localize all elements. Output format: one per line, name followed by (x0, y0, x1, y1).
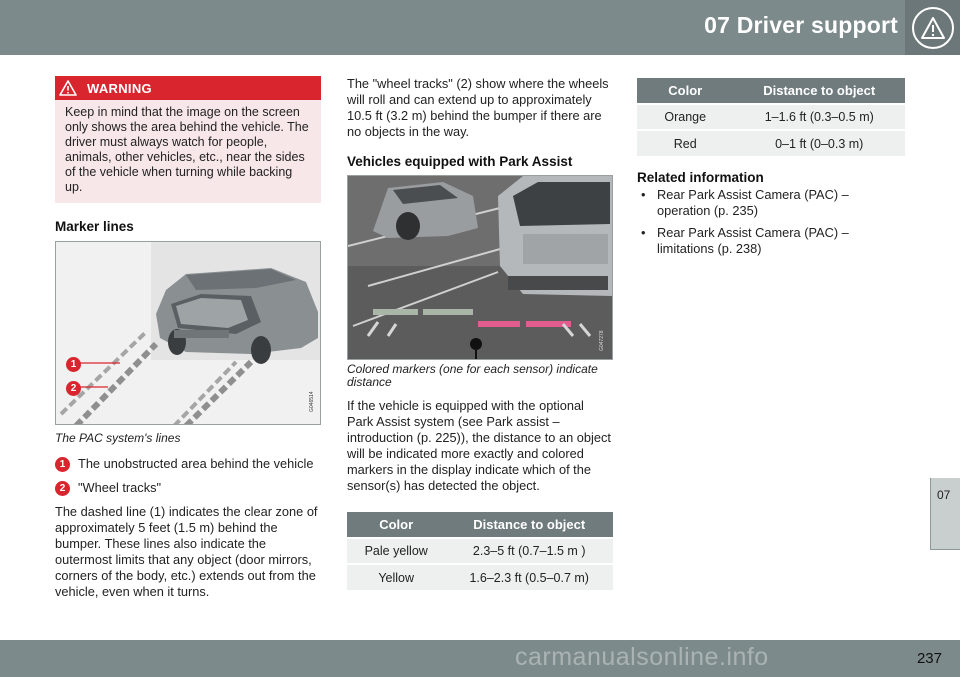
table-row (347, 564, 613, 590)
callout-number: 1 (55, 457, 70, 472)
table-header: Distance to object (733, 78, 905, 104)
table-cell: 1.6–2.3 ft (0.5–0.7 m) (445, 564, 613, 590)
park-assist-heading: Vehicles equipped with Park Assist (347, 154, 573, 169)
table-row (637, 104, 905, 130)
column-2 (347, 76, 613, 590)
park-assist-body: If the vehicle is equipped with the optional Park Assist system (see Park assist – introduction (p. 225)), the distance to an object will be indicated more exactly and colored markers in the display indicate which of the sensor(s) has detected the object. (347, 398, 611, 493)
figure-caption: The PAC system's lines (55, 431, 181, 445)
table-cell: 0–1 ft (0–0.3 m) (733, 130, 905, 156)
callout-number: 2 (55, 481, 70, 496)
figure-code: G047278 (599, 330, 605, 351)
chapter-tab (930, 478, 960, 550)
related-link[interactable] (637, 187, 905, 219)
pac-lines-illustration (56, 242, 321, 425)
distance-table-1 (347, 512, 613, 590)
bullet: • (641, 187, 646, 202)
watermark: carmanualsonline.info (515, 643, 769, 671)
warning-text: Keep in mind that the image on the screen only shows the area behind the vehicle. The driver must always watch for people, animals, other vehicles, etc., near the sides of the vehicle when turning while backing up. (55, 100, 321, 203)
table-header-row (637, 78, 905, 104)
table-cell: 1–1.6 ft (0.3–0.5 m) (733, 104, 905, 130)
wheel-tracks-text: The "wheel tracks" (2) show where the wheels will roll and can extend up to approximately 10.5 ft (3.2 m) behind the bumper if there are no objects in the way. (347, 76, 609, 139)
table-row (347, 538, 613, 564)
distance-table-2 (637, 78, 905, 156)
park-assist-figure (347, 175, 613, 360)
warning-label: WARNING (87, 80, 152, 96)
page-header (0, 0, 960, 55)
table-cell: 2.3–5 ft (0.7–1.5 m ) (445, 538, 613, 564)
table-cell: Orange (637, 104, 733, 130)
table-cell: Yellow (347, 564, 445, 590)
warning-header (55, 76, 321, 100)
related-info-heading: Related information (637, 170, 764, 185)
figure-code: G046514 (309, 391, 315, 412)
callout-item (55, 480, 321, 496)
table-header: Color (347, 512, 445, 538)
pac-lines-figure (55, 241, 321, 425)
column-1 (55, 76, 321, 600)
related-link-text[interactable]: Rear Park Assist Camera (PAC) – operation (p. 235) (657, 187, 849, 218)
table-row (637, 130, 905, 156)
callout-list (55, 456, 321, 496)
callout-text: The unobstructed area behind the vehicle (78, 456, 314, 471)
park-assist-illustration (348, 176, 613, 360)
page-number: 237 (916, 650, 942, 667)
header-icon-box (905, 0, 960, 55)
marker-lines-heading: Marker lines (55, 219, 134, 234)
table-cell: Red (637, 130, 733, 156)
table-header: Color (637, 78, 733, 104)
column-3 (637, 76, 905, 263)
figure-callout-1: 1 (66, 357, 81, 372)
warning-box (55, 76, 321, 203)
warning-icon (59, 80, 77, 96)
callout-text: "Wheel tracks" (78, 480, 162, 495)
callout-item (55, 456, 321, 472)
related-list (637, 187, 905, 257)
chapter-tab-label: 07 (937, 488, 951, 502)
table-cell: Pale yellow (347, 538, 445, 564)
page-footer (0, 640, 960, 677)
table-header-row (347, 512, 613, 538)
figure-callout-2: 2 (66, 381, 81, 396)
chapter-title: 07 Driver support (704, 12, 898, 38)
table-header: Distance to object (445, 512, 613, 538)
marker-lines-body: The dashed line (1) indicates the clear zone of approximately 5 feet (1.5 m) behind the bumper. These lines also indicate the outermost limits that any object (door mirrors, corners of the body, etc.) extends out from the vehicle, even when it turns. (55, 504, 318, 599)
related-link-text[interactable]: Rear Park Assist Camera (PAC) – limitations (p. 238) (657, 225, 849, 256)
warning-triangle-icon (912, 7, 954, 49)
park-assist-caption: Colored markers (one for each sensor) indicate distance (347, 362, 598, 389)
bullet: • (641, 225, 646, 240)
related-link[interactable] (637, 225, 905, 257)
